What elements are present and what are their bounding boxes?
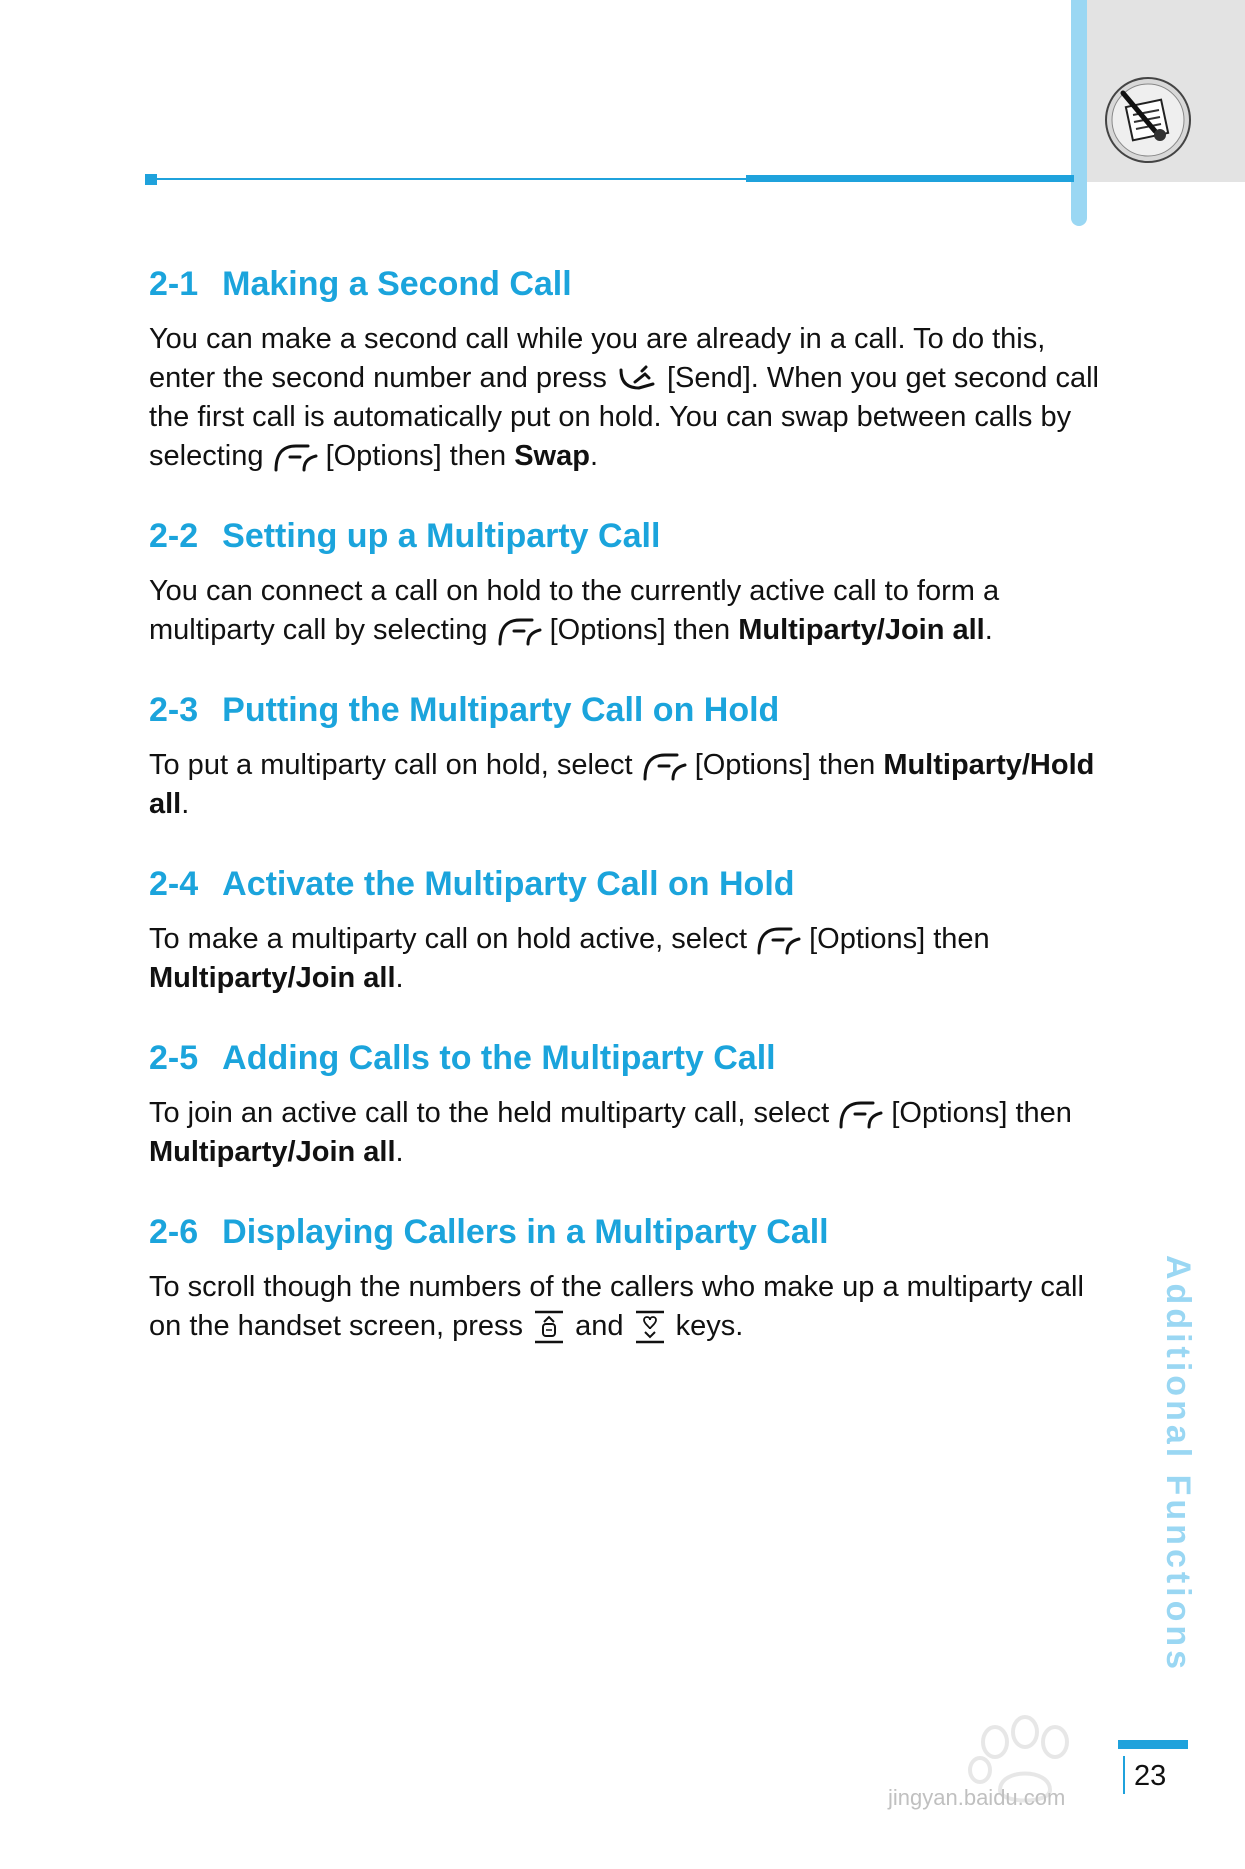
send-key-icon — [615, 362, 659, 396]
section-body — [149, 572, 1109, 650]
section-number: 2-4 — [149, 865, 199, 903]
section-body — [149, 320, 1109, 476]
body-text: keys. — [667, 1310, 744, 1342]
section-activate-multiparty — [149, 862, 1109, 998]
body-text: [Options] then — [686, 749, 884, 781]
body-text: . — [984, 614, 993, 646]
section-body — [149, 1268, 1109, 1346]
section-number: 2-2 — [149, 517, 199, 555]
body-text: To put a multiparty call on hold, select — [149, 749, 641, 781]
menu-option: Multiparty/Join all — [149, 962, 396, 994]
body-text: [Options] then — [801, 923, 990, 955]
left-soft-key-icon — [837, 1097, 883, 1131]
section-heading — [149, 514, 1109, 558]
section-title: Making a Second Call — [222, 265, 572, 303]
section-title: Adding Calls to the Multiparty Call — [222, 1039, 776, 1077]
body-text: You can make a second call while you are already in a call. To do this, enter the second number and press — [149, 323, 1046, 394]
header-rule-thin — [146, 178, 746, 180]
body-text: [Send]. When you get second call the first call is automatically put on hold. You can swap between calls by selecting — [149, 362, 1100, 472]
body-text: . — [181, 788, 190, 820]
up-navigation-key-icon — [531, 1308, 567, 1346]
menu-option: Swap — [514, 440, 590, 472]
section-heading — [149, 862, 1109, 906]
watermark-url: jingyan.baidu.com — [888, 1785, 1066, 1810]
section-making-second-call — [149, 262, 1109, 476]
section-title: Putting the Multiparty Call on Hold — [222, 691, 780, 729]
section-heading — [149, 1036, 1109, 1080]
menu-option: Multiparty/Join all — [738, 614, 985, 646]
section-body — [149, 920, 1109, 998]
section-displaying-callers — [149, 1210, 1109, 1346]
section-number: 2-3 — [149, 691, 199, 729]
left-soft-key-icon — [496, 614, 542, 648]
down-navigation-key-icon — [632, 1308, 668, 1346]
body-text: [Options] then — [883, 1097, 1072, 1129]
body-text: [Options] then — [317, 440, 515, 472]
section-title: Setting up a Multiparty Call — [222, 517, 661, 555]
body-text: To scroll though the numbers of the callers who make up a multiparty call on the handset screen, press — [149, 1271, 1084, 1342]
header-rule-thick — [746, 175, 1074, 182]
body-text: . — [395, 962, 404, 994]
chapter-side-label: Additional Functions — [1159, 1255, 1197, 1674]
body-text: and — [567, 1310, 632, 1342]
section-adding-calls — [149, 1036, 1109, 1172]
menu-option: Multiparty/Hold all — [149, 749, 1095, 820]
section-heading — [149, 262, 1109, 306]
body-text: To join an active call to the held multiparty call, select — [149, 1097, 838, 1129]
body-text: . — [589, 440, 598, 472]
body-text: . — [395, 1136, 404, 1168]
page-number: 23 — [1134, 1760, 1167, 1792]
section-title: Displaying Callers in a Multiparty Call — [222, 1213, 829, 1251]
body-text: You can connect a call on hold to the currently active call to form a multiparty call by selecting — [149, 575, 1000, 646]
section-title: Activate the Multiparty Call on Hold — [222, 865, 795, 903]
page-content — [149, 262, 1109, 1384]
section-multiparty-hold — [149, 688, 1109, 824]
section-number: 2-1 — [149, 265, 199, 303]
body-text: [Options] then — [541, 614, 739, 646]
section-body — [149, 746, 1109, 824]
section-setting-up-multiparty — [149, 514, 1109, 650]
menu-option: Multiparty/Join all — [149, 1136, 396, 1168]
left-soft-key-icon — [755, 923, 801, 957]
section-heading — [149, 1210, 1109, 1254]
body-text: To make a multiparty call on hold active, select — [149, 923, 756, 955]
notepad-pen-icon — [1103, 75, 1193, 165]
left-soft-key-icon — [641, 749, 687, 783]
section-body — [149, 1094, 1109, 1172]
page-number-rule — [1118, 1740, 1188, 1749]
section-number: 2-5 — [149, 1039, 199, 1077]
section-number: 2-6 — [149, 1213, 199, 1251]
left-soft-key-icon — [272, 440, 318, 474]
section-heading — [149, 688, 1109, 732]
header-vertical-bar — [1071, 0, 1087, 226]
page-number-divider — [1123, 1756, 1125, 1794]
